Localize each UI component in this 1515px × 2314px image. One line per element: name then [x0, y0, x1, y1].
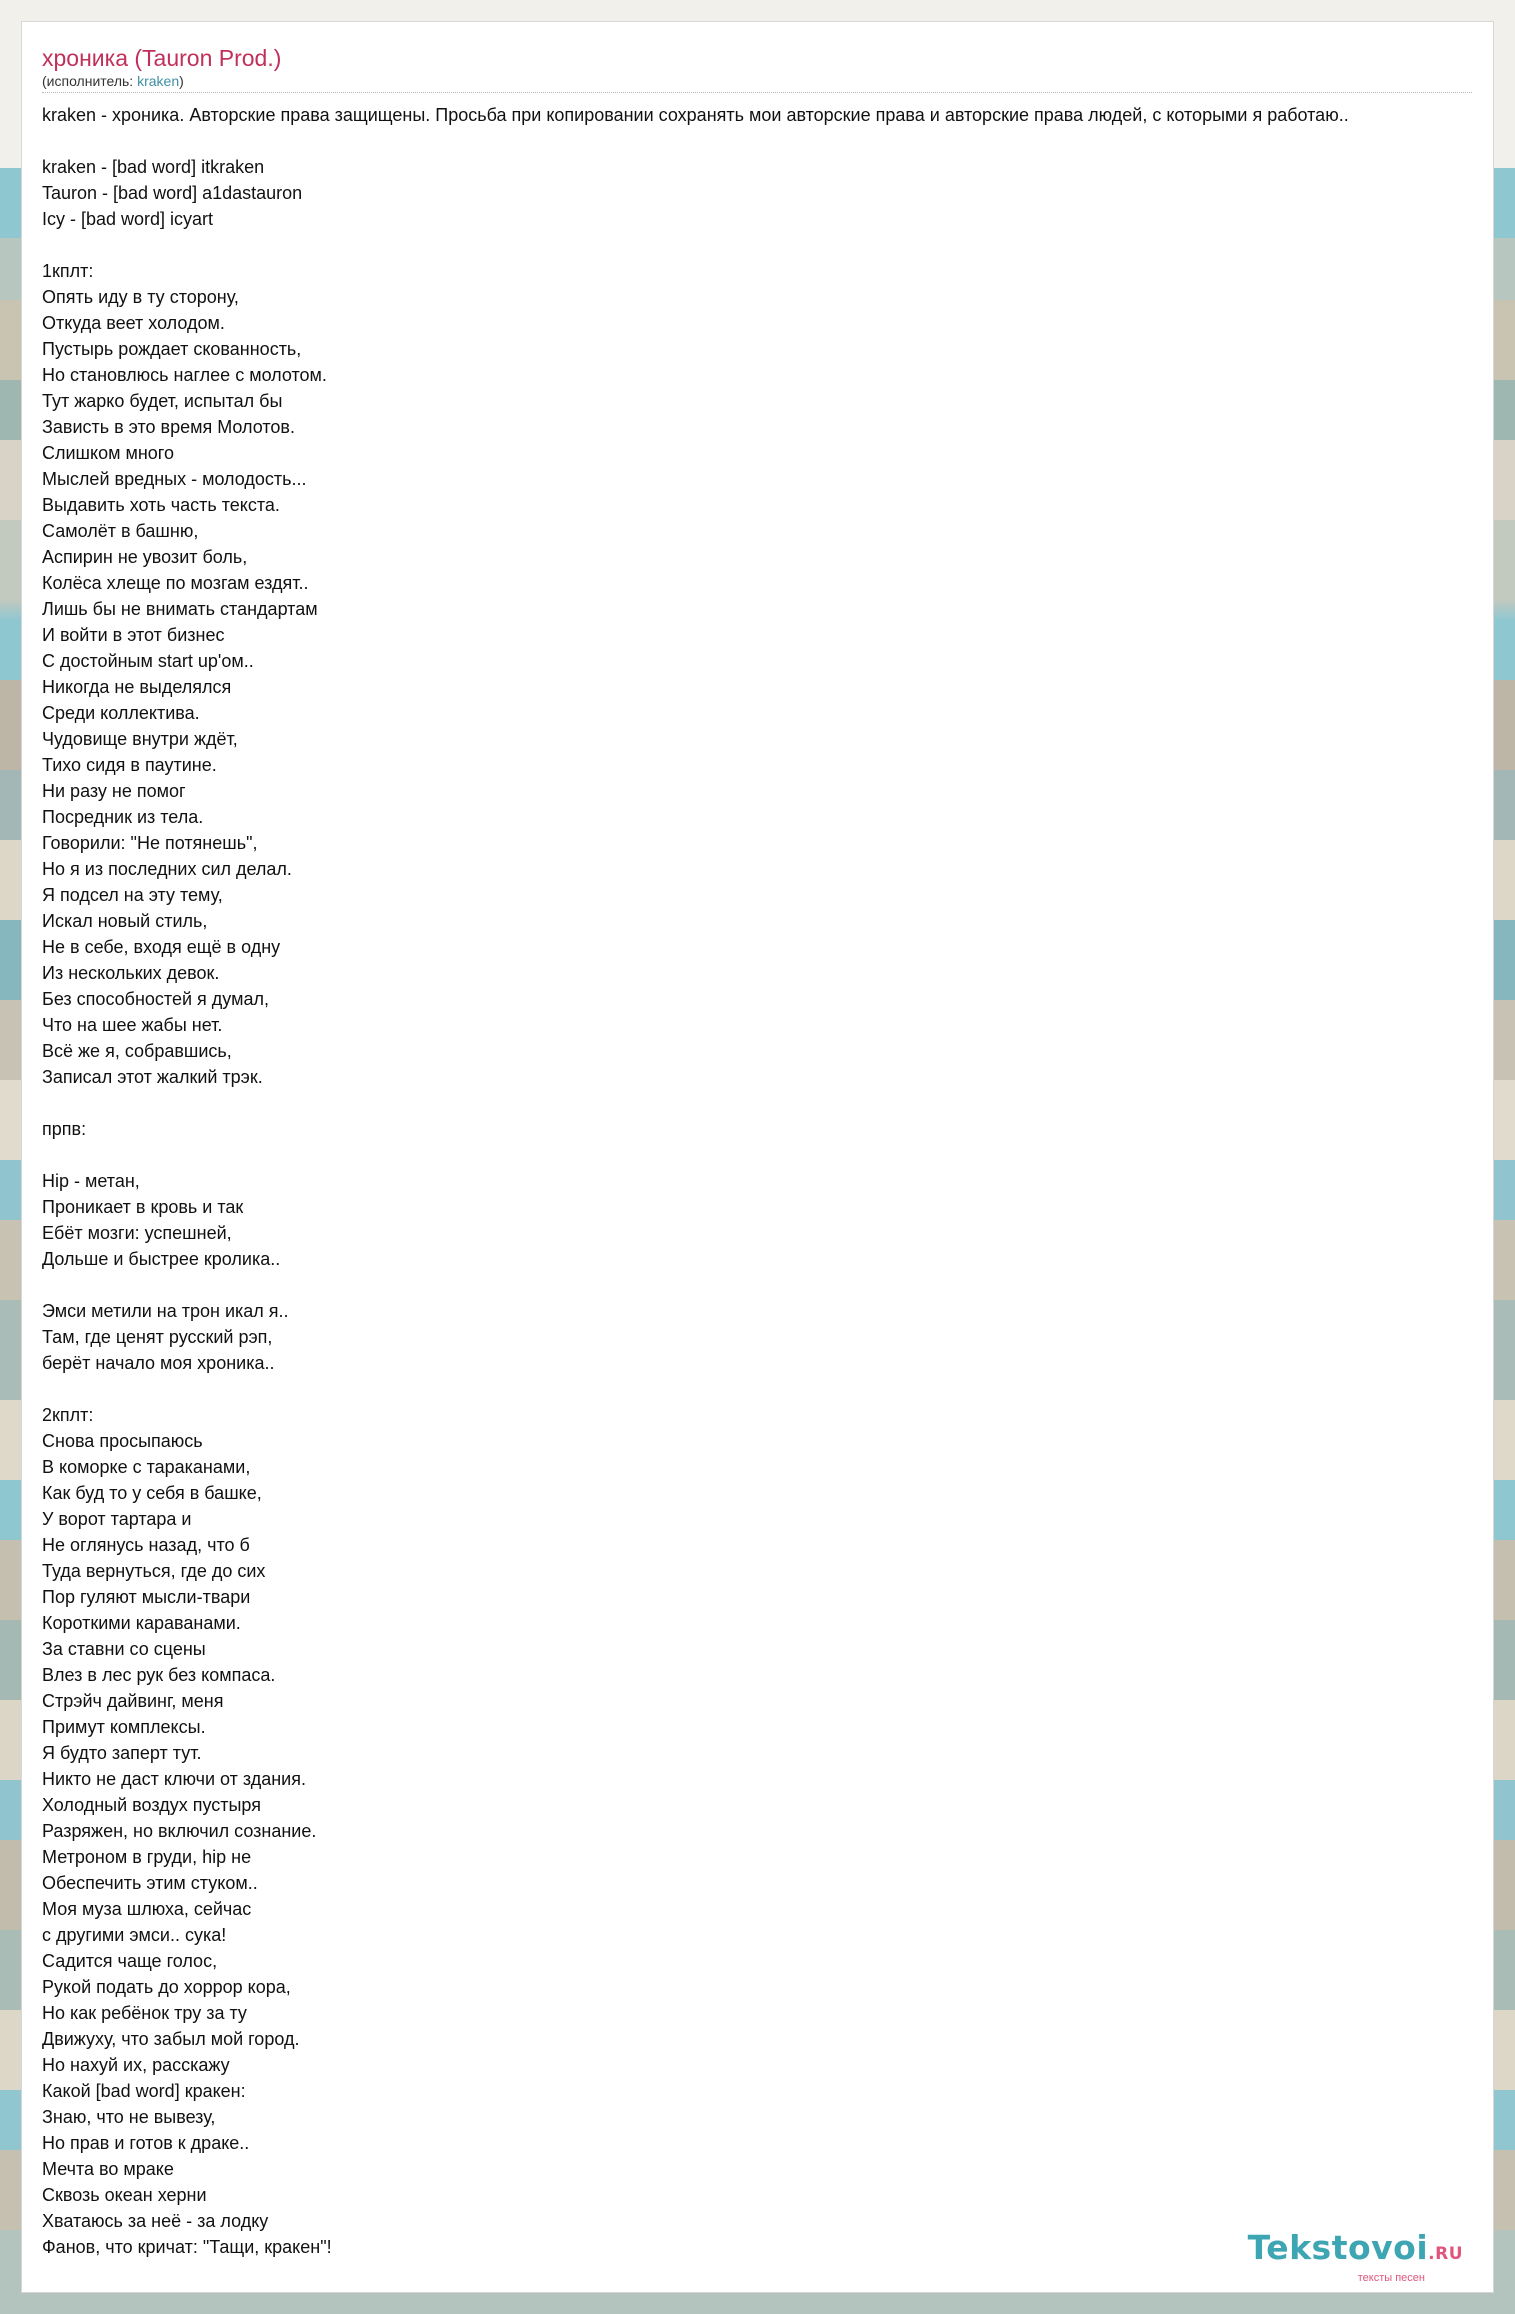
lyric-line: Откуда веет холодом.: [42, 313, 225, 333]
lyric-line: И войти в этот бизнес: [42, 625, 225, 645]
lyric-line: Пор гуляют мысли-твари: [42, 1587, 251, 1607]
lyric-line: Я подсел на эту тему,: [42, 885, 223, 905]
lyric-line: Колёса хлеще по мозгам ездят..: [42, 573, 309, 593]
lyric-line: Сквозь океан херни: [42, 2185, 207, 2205]
lyric-line: Tauron - [bad word] a1dastauron: [42, 183, 303, 203]
lyric-line: Искал новый стиль,: [42, 911, 208, 931]
lyric-line: Рукой подать до хоррор кора,: [42, 1977, 291, 1997]
lyric-line: Но как ребёнок тру за ту: [42, 2003, 247, 2023]
performer-suffix: ): [179, 73, 184, 89]
lyric-line: Из нескольких девок.: [42, 963, 220, 983]
lyric-line: Мыслей вредных - молодость...: [42, 469, 307, 489]
lyric-line: Что на шее жабы нет.: [42, 1015, 223, 1035]
lyric-line: берёт начало моя хроника..: [42, 1353, 275, 1373]
lyric-line: [42, 1090, 1487, 1116]
lyric-line: [42, 232, 1487, 258]
lyric-line: Лишь бы не внимать стандартам: [42, 599, 318, 619]
lyric-line: Не оглянусь назад, что б: [42, 1535, 250, 1555]
lyric-line: Не в себе, входя ещё в одну: [42, 937, 281, 957]
lyric-line: Но становлюсь наглее с молотом.: [42, 365, 327, 385]
lyric-line: Без способностей я думал,: [42, 989, 269, 1009]
lyric-line: В коморке с тараканами,: [42, 1457, 251, 1477]
lyric-line: Фанов, что кричат: "Тащи, кракен"!: [42, 2237, 332, 2257]
lyric-line: 2кплт:: [42, 1405, 94, 1425]
lyric-line: Снова просыпаюсь: [42, 1431, 203, 1451]
lyric-line: Hip - метан,: [42, 1171, 140, 1191]
lyric-line: Знаю, что не вывезу,: [42, 2107, 216, 2127]
lyrics-page: [21, 21, 1494, 2293]
lyric-line: Движуху, что забыл мой город.: [42, 2029, 300, 2049]
lyric-line: Пустырь рождает скованность,: [42, 339, 302, 359]
lyric-line: Я будто заперт тут.: [42, 1743, 202, 1763]
lyric-line: [42, 1272, 1487, 1298]
lyric-line: Но нахуй их, расскажу: [42, 2055, 230, 2075]
lyric-line: У ворот тартара и: [42, 1509, 192, 1529]
performer-prefix: (исполнитель:: [42, 73, 138, 89]
lyric-line: Мечта во мраке: [42, 2159, 174, 2179]
lyric-line: Там, где ценят русский рэп,: [42, 1327, 273, 1347]
lyric-line: [42, 1142, 1487, 1168]
site-logo[interactable]: [1248, 2230, 1463, 2284]
song-header: [42, 44, 1472, 93]
lyric-line: [42, 128, 1487, 154]
lyric-line: [42, 1376, 1487, 1402]
lyric-line: Зависть в это время Молотов.: [42, 417, 295, 437]
lyric-line: С достойным start up'ом..: [42, 651, 254, 671]
lyric-line: Обеспечить этим стуком..: [42, 1873, 258, 1893]
lyric-line: Хватаюсь за неё - за лодку: [42, 2211, 269, 2231]
lyric-line: Слишком много: [42, 443, 174, 463]
lyric-line: Разряжен, но включил сознание.: [42, 1821, 317, 1841]
lyric-line: Проникает в кровь и так: [42, 1197, 244, 1217]
performer-link[interactable]: kraken: [137, 73, 180, 89]
lyric-line: Какой [bad word] кракен:: [42, 2081, 246, 2101]
lyric-line: Тут жарко будет, испытал бы: [42, 391, 283, 411]
lyric-line: Стрэйч дайвинг, меня: [42, 1691, 224, 1711]
lyric-line: Icy - [bad word] icyart: [42, 209, 214, 229]
logo-tld: .RU: [1428, 2244, 1463, 2264]
lyric-line: Ни разу не помог: [42, 781, 186, 801]
lyric-line: Опять иду в ту сторону,: [42, 287, 239, 307]
lyric-line: Эмси метили на трон икал я..: [42, 1301, 289, 1321]
performer-line: [42, 72, 1472, 90]
lyric-line: Влез в лес рук без компаса.: [42, 1665, 276, 1685]
lyric-line: Как буд то у себя в башке,: [42, 1483, 262, 1503]
lyric-line: Тихо сидя в паутине.: [42, 755, 217, 775]
lyric-line: За ставни со сцены: [42, 1639, 206, 1659]
lyric-line: Но я из последних сил делал.: [42, 859, 292, 879]
lyric-line: Аспирин не увозит боль,: [42, 547, 248, 567]
lyric-line: Среди коллектива.: [42, 703, 200, 723]
lyric-line: kraken - хроника. Авторские права защищены. Просьба при копировании сохранять мои авторские права и авторские права людей, с которыми я работаю..: [42, 105, 1349, 125]
lyric-line: Записал этот жалкий трэк.: [42, 1067, 263, 1087]
lyrics-body: [42, 102, 1487, 2260]
lyric-line: Всё же я, собравшись,: [42, 1041, 232, 1061]
logo-name: Tekstovoi: [1247, 2228, 1429, 2267]
logo-tagline: тексты песен: [1357, 2272, 1425, 2284]
lyric-line: Но прав и готов к драке..: [42, 2133, 250, 2153]
lyric-line: 1кплт:: [42, 261, 94, 281]
lyric-line: Примут комплексы.: [42, 1717, 206, 1737]
song-title: хроника (Tauron Prod.): [42, 45, 282, 71]
lyric-line: прпв:: [42, 1119, 87, 1139]
lyric-line: Короткими караванами.: [42, 1613, 241, 1633]
lyric-line: Садится чаще голос,: [42, 1951, 218, 1971]
lyric-line: Моя муза шлюха, сейчас: [42, 1899, 252, 1919]
lyric-line: Туда вернуться, где до сих: [42, 1561, 266, 1581]
lyric-line: Никогда не выделялся: [42, 677, 232, 697]
lyric-line: Самолёт в башню,: [42, 521, 199, 541]
lyric-line: Выдавить хоть часть текста.: [42, 495, 280, 515]
lyric-line: Чудовище внутри ждёт,: [42, 729, 238, 749]
lyric-line: Дольше и быстрее кролика..: [42, 1249, 281, 1269]
lyric-line: с другими эмси.. сука!: [42, 1925, 227, 1945]
lyric-line: Метроном в груди, hip не: [42, 1847, 252, 1867]
lyric-line: Ебёт мозги: успешней,: [42, 1223, 232, 1243]
lyric-line: Холодный воздух пустыря: [42, 1795, 261, 1815]
lyric-line: kraken - [bad word] itkraken: [42, 157, 265, 177]
lyric-line: Говорили: "Не потянешь",: [42, 833, 258, 853]
logo-wordmark: [1248, 2230, 1463, 2272]
lyric-line: Посредник из тела.: [42, 807, 204, 827]
lyric-line: Никто не даст ключи от здания.: [42, 1769, 306, 1789]
